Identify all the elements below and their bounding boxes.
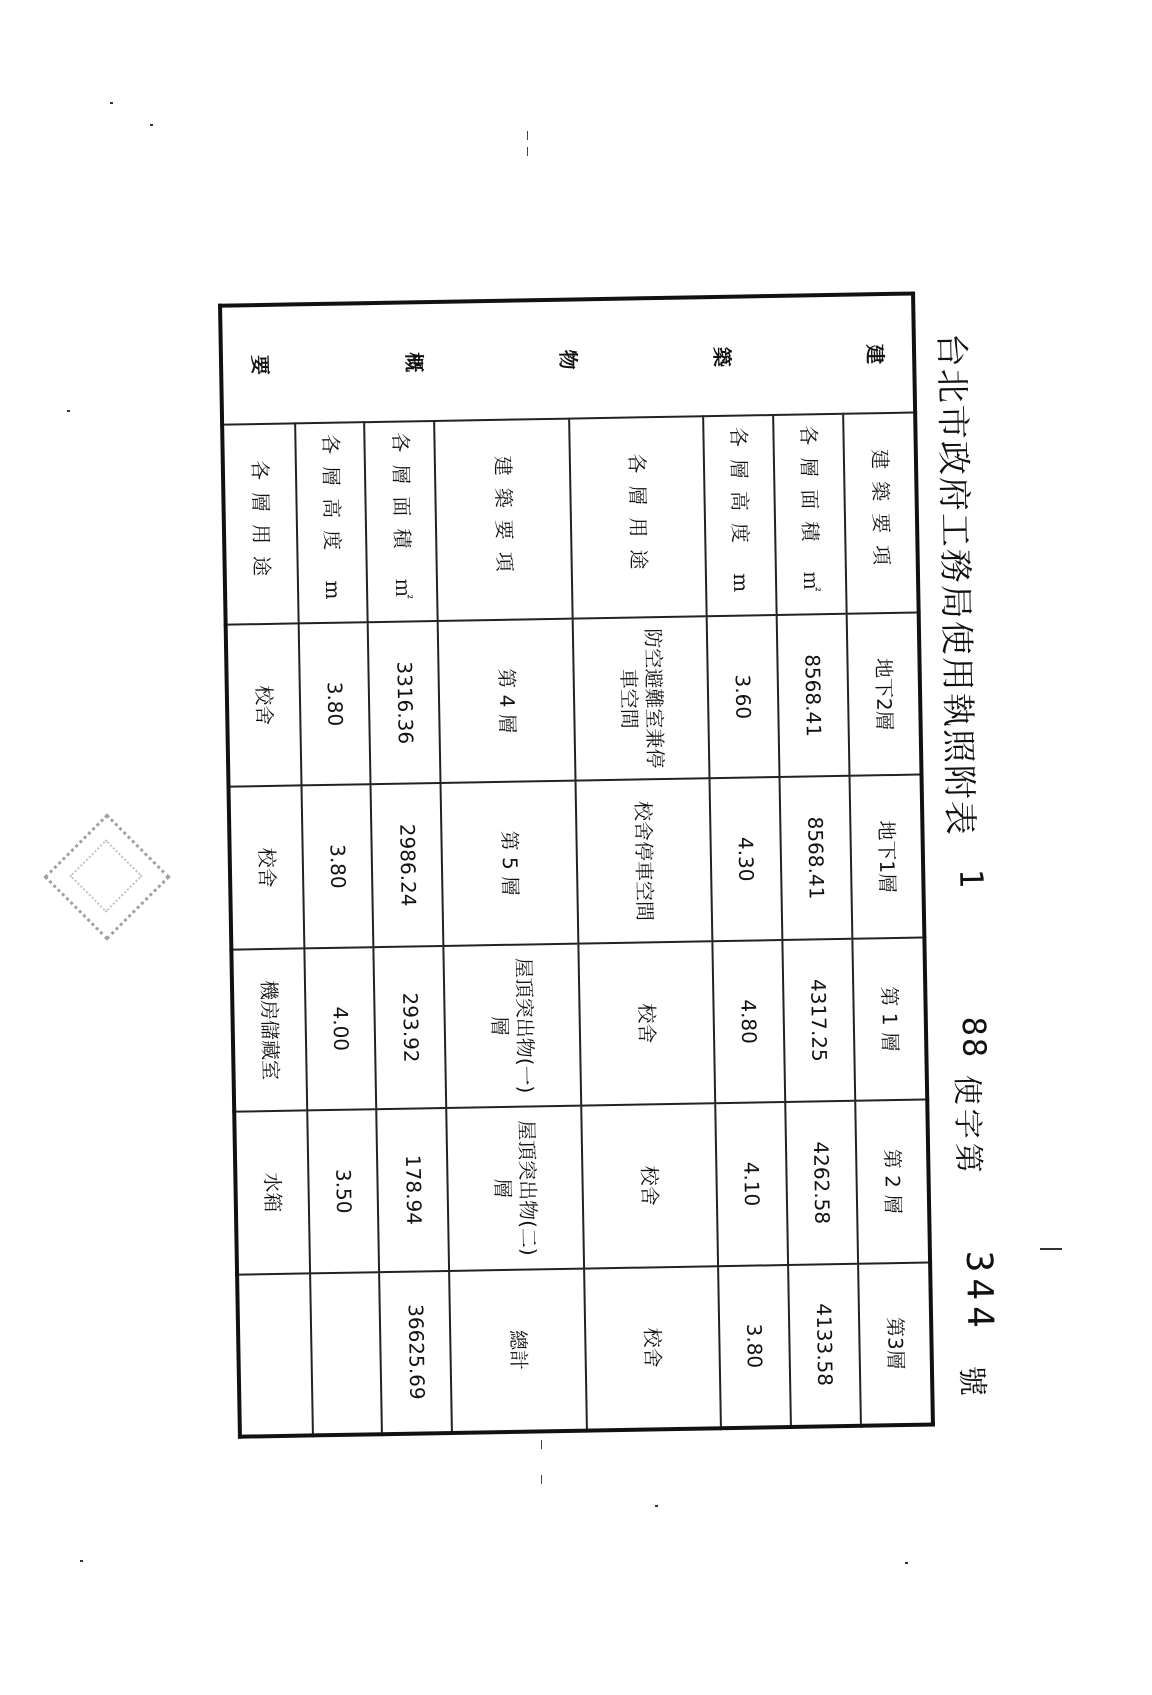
form-title: 台北市政府工務局使用執照附表 — [930, 332, 980, 838]
section-label-char: 物 — [555, 349, 581, 370]
scan-speck — [541, 1475, 542, 1484]
scan-speck — [150, 124, 153, 126]
table-cell: 3.60 — [707, 615, 780, 779]
table-cell: 屋頂突出物(一)層 — [443, 943, 580, 1108]
table-cell: 校舍 — [581, 1103, 718, 1268]
table-row — [567, 297, 721, 1430]
table-cell: 4.80 — [712, 940, 785, 1104]
permit-word: 使字第 — [948, 1074, 986, 1178]
table-cell — [310, 1272, 383, 1436]
table-cell: 地下2層 — [846, 612, 921, 776]
table-cell: 3.50 — [307, 1109, 380, 1273]
table-cell: 第 1 層 — [852, 937, 927, 1101]
row-header-floor-use: 各層用途 — [222, 423, 298, 624]
table-cell: 4.10 — [715, 1102, 788, 1266]
table-cell: 校舍停車空間 — [575, 779, 712, 944]
table-cell: 第 4 層 — [438, 619, 575, 784]
scan-speck — [541, 1440, 542, 1449]
table-cell: 3.80 — [718, 1265, 791, 1429]
table-cell: 3316.36 — [368, 621, 441, 785]
table-cell: 防空避難室兼停車空間 — [572, 616, 709, 781]
scan-speck — [527, 147, 528, 156]
scan-speck — [527, 131, 528, 140]
table-cell: 8568.41 — [776, 614, 849, 778]
table-cell: 第 2 層 — [855, 1100, 930, 1264]
row-header-floor-use: 各層用途 — [569, 416, 707, 618]
table-cell: 4.00 — [304, 947, 377, 1111]
row-header-building-item: 建築要項 — [843, 412, 919, 613]
scan-speck — [905, 1562, 908, 1564]
permit-attachment-form — [218, 290, 1018, 1439]
row-header-floor-area: 各層面積 ㎡ — [773, 414, 846, 615]
scan-speck — [80, 1560, 83, 1562]
table-cell: 校舍 — [229, 786, 304, 950]
permit-number: 344 — [957, 1250, 1001, 1335]
scan-speck — [67, 410, 70, 412]
table-cell: 第 5 層 — [441, 781, 578, 946]
table-cell: 36625.69 — [379, 1271, 452, 1435]
table-cell: 4262.58 — [785, 1101, 858, 1265]
permit-year: 88 — [954, 1016, 994, 1060]
table-cell: 屋頂突出物(二)層 — [446, 1106, 583, 1271]
table-cell: 總計 — [449, 1268, 586, 1433]
row-header-floor-area: 各層面積 ㎡ — [364, 421, 437, 622]
table-cell: 293.92 — [374, 946, 447, 1110]
row-header-building-item: 建築要項 — [434, 419, 572, 621]
table-row — [432, 300, 586, 1433]
scan-speck — [1040, 1248, 1062, 1250]
table-cell — [237, 1273, 312, 1437]
table-cell: 3.80 — [301, 785, 374, 949]
table-cell: 地下1層 — [849, 775, 924, 939]
table-cell: 第3層 — [858, 1262, 933, 1426]
table-cell: 4317.25 — [782, 939, 855, 1103]
table-cell: 4133.58 — [788, 1263, 861, 1427]
section-label-char: 築 — [709, 346, 735, 368]
scan-speck — [110, 102, 113, 104]
permit-suffix: 號 — [953, 1365, 990, 1399]
table-cell: 校舍 — [578, 941, 715, 1106]
table-cell: 2986.24 — [371, 783, 444, 947]
table-cell: 校舍 — [584, 1266, 721, 1431]
building-summary-table — [218, 291, 935, 1438]
page-number: 1 — [952, 868, 991, 891]
section-label-char: 要 — [248, 354, 273, 376]
table-cell: 水箱 — [234, 1111, 309, 1275]
table-cell: 8568.41 — [779, 776, 852, 940]
section-label-char: 建 — [863, 343, 888, 365]
row-header-floor-height: 各層高度 m — [703, 415, 776, 616]
table-cell: 機房儲藏室 — [231, 948, 306, 1112]
table-cell: 校舍 — [226, 623, 301, 787]
table-cell: 4.30 — [710, 777, 783, 941]
row-header-floor-height: 各層高度 m — [295, 422, 368, 623]
section-label-building-summary — [220, 293, 915, 424]
scan-speck — [655, 1505, 658, 1507]
section-label-char: 概 — [402, 352, 427, 373]
table-cell: 3.80 — [298, 622, 371, 786]
table-cell: 178.94 — [377, 1108, 450, 1272]
